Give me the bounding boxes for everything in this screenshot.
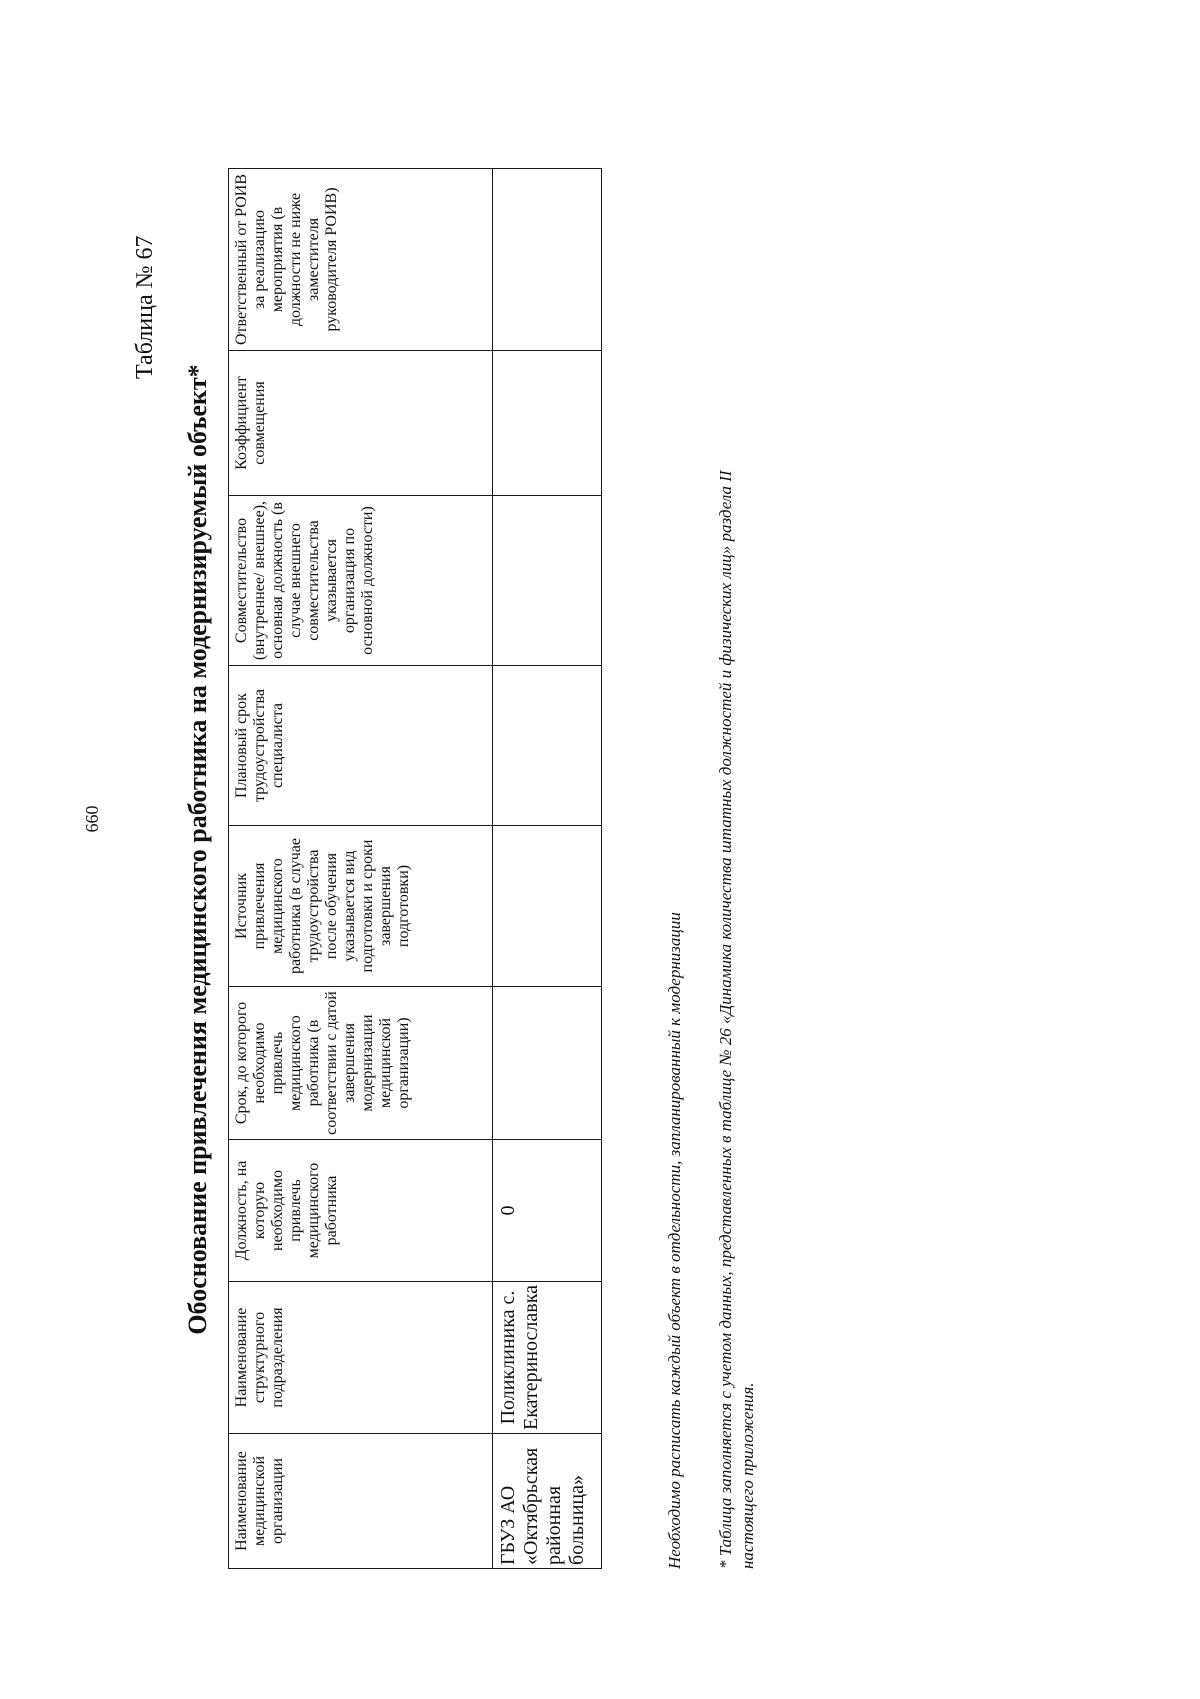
header-cell-planned-date: Плановый срок трудоустройства специалиста: [229, 666, 493, 826]
header-cell-coefficient: Коэффициент совмещения: [229, 351, 493, 496]
header-cell-part-time: Совместительство (внутреннее/ внешнее), основная должность (в случае внешнего совместительства указывается организация по основной должности): [229, 496, 493, 666]
cell-department: Поликлиника с. Екатеринославка: [493, 1282, 602, 1434]
cell-position: 0: [493, 1140, 602, 1282]
header-cell-position: Должность, на которую необходимо привлечь медицинского работника: [229, 1140, 493, 1282]
cell-deadline: [493, 987, 602, 1140]
header-cell-department: Наименование структурного подразделения: [229, 1282, 493, 1434]
header-cell-deadline: Срок, до которого необходимо привлечь медицинского работника (в соответствии с датой завершения модернизации медицинской организации): [229, 987, 493, 1140]
header-cell-organization: Наименование медицинской организации: [229, 1434, 493, 1569]
justification-table: [228, 168, 602, 1569]
table-number: Таблица № 67: [132, 235, 158, 379]
footnote-text: * Таблица заполняется с учетом данных, представленных в таблице № 26 «Динамика количества штатных должностей и физических лиц» раздела II настоящего приложения.: [716, 470, 757, 1569]
cell-responsible: [493, 169, 602, 351]
header-cell-responsible: Ответственный от РОИВ за реализацию мероприятия (в должности не ниже заместителя руководителя РОИВ): [229, 169, 493, 351]
cell-organization: ГБУЗ АО «Октябрьская районная больница»: [493, 1434, 602, 1569]
cell-planned-date: [493, 666, 602, 826]
cell-source: [493, 826, 602, 987]
note-text: Необходимо расписать каждый объект в отдельности, запланированный к модернизации: [665, 912, 684, 1569]
cell-coefficient: [493, 351, 602, 496]
header-cell-source: Источник привлечения медицинского работника (в случае трудоустройства после обучения указывается вид подготовки и сроки завершения подготовки): [229, 826, 493, 987]
table-header-row: [229, 169, 493, 1569]
table-row: [493, 169, 602, 1569]
cell-part-time: [493, 496, 602, 666]
page-number: 660: [82, 805, 102, 833]
document-title: Обоснование привлечения медицинского работника на модернизируемый объект*: [183, 364, 212, 1335]
